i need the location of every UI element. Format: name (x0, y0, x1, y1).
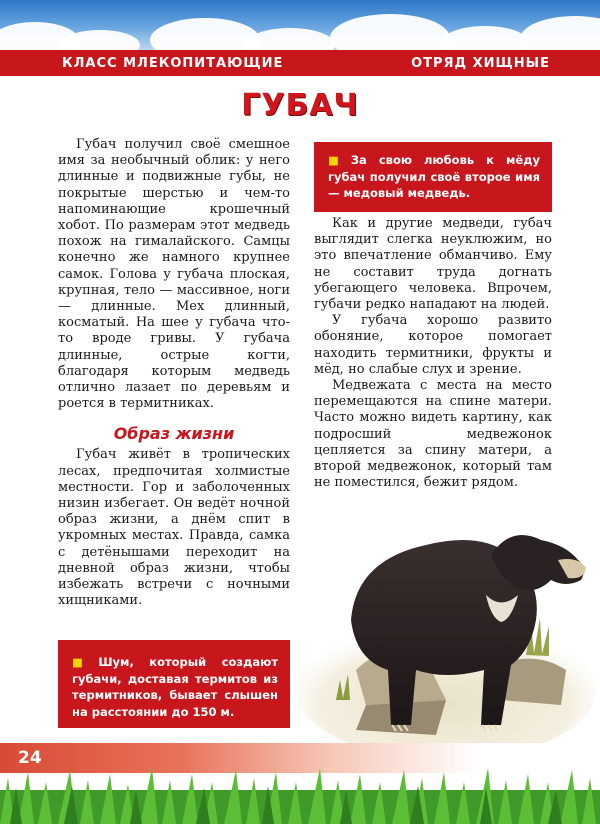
class-label: КЛАСС МЛЕКОПИТАЮЩИЕ (62, 55, 284, 71)
cloud-decoration (150, 18, 260, 50)
cloud-decoration (60, 30, 140, 50)
square-bullet-icon: ■ (328, 153, 347, 167)
cloud-decoration (520, 16, 600, 50)
section-heading-lifestyle: Образ жизни (113, 424, 235, 444)
cubs-paragraph: Медвежата с места на место перемещаются на спине матери. Часто можно видеть картину, как подросший медвежонок цепляется за спину матери, а второй медвежонок, который там не поместился, бежит рядом. (314, 378, 552, 491)
left-column (58, 137, 290, 609)
order-label: ОТРЯД ХИЩНЫЕ (411, 55, 550, 71)
square-bullet-icon: ■ (72, 655, 95, 669)
sky-banner (0, 0, 600, 50)
fact-box-noise (58, 640, 290, 728)
fact-box-noise-text: Шум, который создают губачи, доставая термитов из термитников, бывает слышен на расстоянии до 150 м. (72, 655, 279, 719)
fact-box-honey (314, 142, 552, 212)
cloud-decoration (330, 14, 450, 50)
category-header-bar (0, 50, 600, 76)
grass-decoration (0, 768, 600, 824)
sloth-bear-illustration (296, 500, 600, 755)
page-title-container (0, 88, 600, 123)
page-title: ГУБАЧ (241, 88, 359, 123)
senses-paragraph: У губача хорошо развито обоняние, которое помогает находить термитники, фрукты и мёд, но слабые слух и зрение. (314, 313, 552, 377)
fact-box-honey-text: За свою любовь к мёду губач получил своё второе имя — медовый медведь. (328, 153, 540, 200)
clumsy-paragraph: Как и другие медведи, губач выглядит слегка неуклюжим, но это впечатление обманчиво. Ему не составит труда догнать убегающего человека. Впрочем, губачи редко нападают на людей. (314, 216, 552, 313)
cloud-decoration (245, 28, 335, 50)
page-number: 24 (18, 748, 42, 768)
intro-paragraph: Губач получил своё смешное имя за необычный облик: у него длинные и подвижные губы, не покрытые шерстью и чем-то напоминающие крошечный хобот. По размерам этот медведь похож на гималайского. Самцы конечно же намного крупнее самок. Голова у губача плоская, крупная, тело — массивное, ноги — длинные. Мех длинный, косматый. На шее у губача что-то вроде гривы. У губача длинные, острые когти, благодаря которым медведь отлично лазает по деревьям и роется в термитниках. (58, 137, 290, 412)
cloud-decoration (440, 26, 530, 50)
right-column (314, 216, 552, 491)
lifestyle-paragraph: Губач живёт в тропических лесах, предпочитая холмистые местности. Гор и заболоченных низин избегает. Он ведёт ночной образ жизни, а днём спит в укромных местах. Правда, самка с детёнышами переходит на дневной образ жизни, чтобы избежать встречи с ночными хищниками. (58, 447, 290, 609)
